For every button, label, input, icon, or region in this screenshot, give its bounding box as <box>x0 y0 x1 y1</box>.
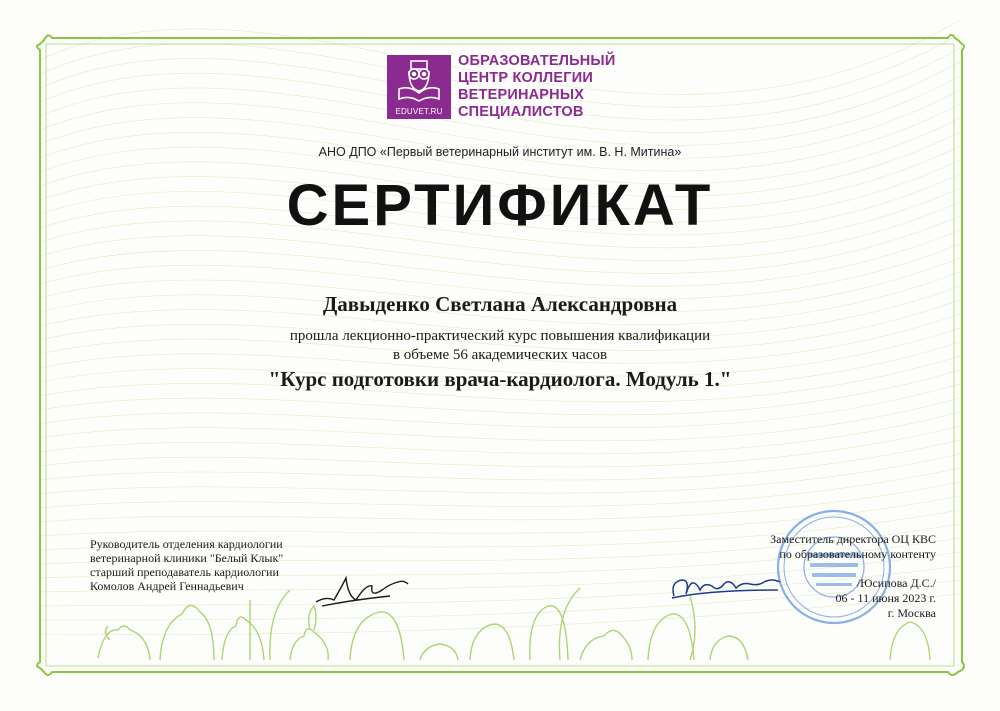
logo-wordmark <box>458 53 615 121</box>
course-title: "Курс подготовки врача-кардиолога. Модуль 1." <box>268 367 732 391</box>
signatory-line: ветеринарной клиники "Белый Клык" <box>90 551 284 565</box>
signatory-line: 06 - 11 июня 2023 г. <box>835 591 936 605</box>
signatory-line: /Юсипова Д.С./ <box>856 576 936 590</box>
logo-line: ЦЕНТР КОЛЛЕГИИ <box>458 70 593 86</box>
logo <box>387 55 615 121</box>
signatory-line: Руководитель отделения кардиологии <box>90 537 283 551</box>
certificate-title: СЕРТИФИКАТ <box>286 173 714 238</box>
signatory-line: по образовательному контенту <box>779 547 936 561</box>
signatory-line: г. Москва <box>887 606 936 620</box>
left-signatory <box>90 537 283 593</box>
issuing-organization: АНО ДПО «Первый ветеринарный институт им. В. Н. Митина» <box>318 145 682 159</box>
recipient-name: Давыденко Светлана Александровна <box>322 292 678 316</box>
right-signature <box>668 560 788 606</box>
owl-book-icon <box>395 59 443 103</box>
logo-line: ОБРАЗОВАТЕЛЬНЫЙ <box>458 53 616 69</box>
left-signature <box>312 566 412 614</box>
logo-line: ВЕТЕРИНАРНЫХ <box>458 87 585 103</box>
logo-badge <box>387 55 451 119</box>
logo-line: СПЕЦИАЛИСТОВ <box>458 104 584 120</box>
signatory-line: Заместитель директора ОЦ КВС <box>770 532 936 546</box>
course-description: прошла лекционно-практический курс повышения квалификации <box>289 328 711 344</box>
signatory-line: Комолов Андрей Геннадьевич <box>90 579 244 593</box>
signatory-line: старший преподаватель кардиологии <box>90 565 279 579</box>
logo-url: EDUVET.RU <box>395 107 443 116</box>
course-hours: в объеме 56 академических часов <box>392 347 608 363</box>
